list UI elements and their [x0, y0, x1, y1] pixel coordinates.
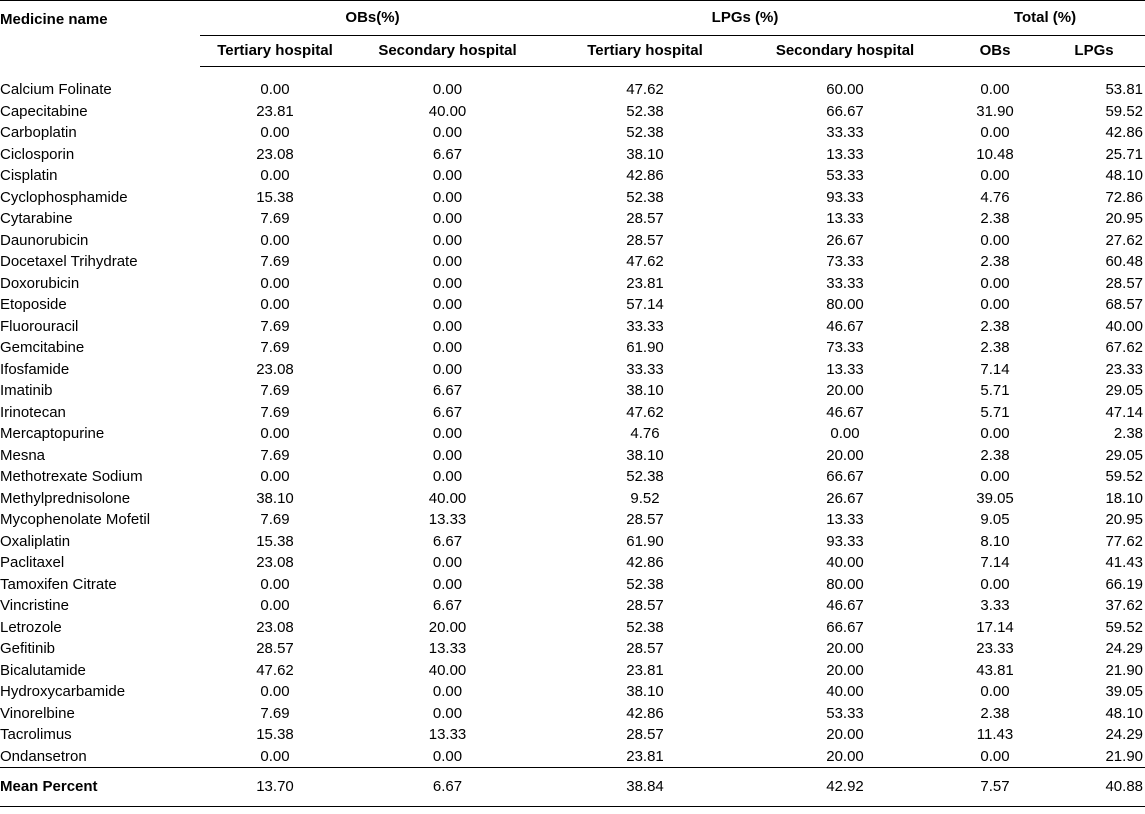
lpgs-secondary-cell: 73.33 — [826, 253, 864, 270]
table-row — [0, 273, 1145, 295]
table-row — [0, 144, 1145, 166]
obs-secondary-cell: 0.00 — [432, 446, 463, 464]
table-row — [0, 746, 1145, 768]
obs-tertiary-cell: 7.69 — [260, 339, 290, 356]
table-row — [0, 230, 1145, 252]
lpgs-tertiary-cell: 23.81 — [626, 274, 664, 292]
medicine-name-cell: Irinotecan — [0, 403, 66, 421]
total-lpgs-cell: 20.95 — [1105, 511, 1144, 528]
total-lpgs-cell: 27.62 — [1105, 231, 1144, 249]
obs-tertiary-cell: 28.57 — [256, 640, 294, 657]
table-row — [0, 337, 1145, 359]
obs-secondary-cell: 0.00 — [432, 683, 463, 700]
obs-secondary-cell: 0.00 — [432, 188, 463, 206]
total-obs-cell: 0.00 — [980, 274, 1010, 292]
obs-tertiary-cell: 0.00 — [260, 296, 290, 313]
lpgs-tertiary-cell: 28.57 — [626, 597, 664, 614]
footer-label: Mean Percent — [0, 768, 200, 807]
lpgs-tertiary-cell: 52.38 — [626, 124, 664, 141]
obs-tertiary-cell: 7.69 — [260, 403, 290, 421]
total-obs-cell: 9.05 — [980, 511, 1010, 528]
header-sub-obs-secondary: Secondary hospital — [350, 36, 545, 67]
obs-tertiary-cell: 38.10 — [256, 489, 294, 507]
total-lpgs-cell: 37.62 — [1105, 597, 1144, 614]
lpgs-tertiary-cell: 52.38 — [626, 102, 664, 120]
obs-tertiary-cell: 0.00 — [260, 597, 290, 614]
lpgs-secondary-cell: 20.00 — [826, 640, 864, 657]
medicine-name-cell: Ciclosporin — [0, 145, 75, 163]
medicine-name-cell: Gemcitabine — [0, 339, 85, 356]
total-obs-cell: 0.00 — [980, 468, 1010, 485]
obs-tertiary-cell: 0.00 — [260, 683, 290, 700]
obs-secondary-cell: 0.00 — [432, 360, 463, 378]
medicine-name-cell: Imatinib — [0, 382, 53, 399]
table-row — [0, 466, 1145, 488]
header-group-lpgs: LPGs (%) — [545, 1, 945, 36]
table-row — [0, 595, 1145, 617]
total-obs-cell: 2.38 — [980, 317, 1010, 335]
lpgs-secondary-cell: 93.33 — [826, 188, 864, 206]
total-obs-cell: 2.38 — [980, 446, 1010, 464]
lpgs-secondary-cell: 60.00 — [826, 81, 864, 98]
obs-secondary-cell: 40.00 — [428, 102, 467, 120]
lpgs-secondary-cell: 46.67 — [826, 317, 864, 335]
lpgs-tertiary-cell: 28.57 — [626, 210, 664, 227]
lpgs-tertiary-cell: 47.62 — [626, 253, 664, 270]
total-lpgs-cell: 40.00 — [1105, 317, 1144, 335]
total-obs-cell: 0.00 — [980, 167, 1010, 184]
table-row — [0, 294, 1145, 316]
lpgs-secondary-cell: 33.33 — [826, 274, 864, 292]
obs-tertiary-cell: 47.62 — [256, 661, 294, 679]
table-row — [0, 316, 1145, 338]
obs-tertiary-cell: 7.69 — [260, 446, 290, 464]
table-row — [0, 660, 1145, 682]
lpgs-tertiary-cell: 28.57 — [626, 640, 664, 657]
medicine-name-cell: Docetaxel Trihydrate — [0, 253, 138, 270]
lpgs-tertiary-cell: 33.33 — [626, 360, 664, 378]
table-row — [0, 552, 1145, 574]
obs-tertiary-cell: 15.38 — [256, 188, 294, 206]
footer-total-lpgs: 40.88 — [1045, 768, 1145, 807]
lpgs-secondary-cell: 26.67 — [826, 489, 864, 507]
obs-secondary-cell: 6.67 — [432, 403, 463, 421]
medicine-name-cell: Calcium Folinate — [0, 81, 112, 98]
medicine-name-cell: Etoposide — [0, 296, 67, 313]
mean-percent-row — [0, 768, 1145, 807]
lpgs-secondary-cell: 46.67 — [826, 403, 864, 421]
total-lpgs-cell: 77.62 — [1105, 532, 1144, 550]
obs-secondary-cell: 13.33 — [428, 726, 467, 743]
lpgs-tertiary-cell: 52.38 — [626, 468, 664, 485]
lpgs-secondary-cell: 40.00 — [826, 683, 864, 700]
lpgs-tertiary-cell: 28.57 — [626, 231, 664, 249]
lpgs-tertiary-cell: 23.81 — [626, 747, 664, 765]
total-obs-cell: 2.38 — [980, 210, 1010, 227]
lpgs-secondary-cell: 20.00 — [826, 382, 864, 399]
total-obs-cell: 31.90 — [976, 102, 1014, 120]
medicine-name-cell: Methylprednisolone — [0, 489, 131, 507]
header-sub-lpgs-secondary: Secondary hospital — [745, 36, 945, 67]
obs-secondary-cell: 0.00 — [432, 274, 463, 292]
obs-tertiary-cell: 7.69 — [260, 317, 290, 335]
header-sub-total-lpgs: LPGs — [1045, 36, 1145, 67]
obs-tertiary-cell: 23.81 — [256, 102, 294, 120]
obs-secondary-cell: 40.00 — [428, 661, 467, 679]
total-lpgs-cell: 21.90 — [1105, 747, 1144, 765]
medicine-name-cell: Methotrexate Sodium — [0, 468, 143, 485]
lpgs-secondary-cell: 66.67 — [826, 618, 864, 636]
obs-secondary-cell: 0.00 — [432, 317, 463, 335]
total-obs-cell: 0.00 — [980, 81, 1010, 98]
lpgs-secondary-cell: 20.00 — [826, 661, 864, 679]
footer-total-obs: 7.57 — [945, 768, 1045, 807]
obs-tertiary-cell: 23.08 — [256, 618, 294, 636]
total-obs-cell: 5.71 — [980, 403, 1010, 421]
lpgs-tertiary-cell: 4.76 — [630, 425, 660, 442]
obs-tertiary-cell: 0.00 — [260, 167, 290, 184]
total-obs-cell: 39.05 — [976, 489, 1014, 507]
spacer-row — [0, 67, 1145, 80]
total-lpgs-cell: 2.38 — [1113, 425, 1144, 442]
lpgs-tertiary-cell: 61.90 — [626, 339, 664, 356]
lpgs-secondary-cell: 20.00 — [826, 747, 864, 765]
total-obs-cell: 11.43 — [976, 726, 1014, 743]
medicine-name-cell: Paclitaxel — [0, 554, 65, 571]
medicine-name-cell: Vinorelbine — [0, 704, 75, 722]
total-lpgs-cell: 39.05 — [1105, 683, 1144, 700]
medicine-name-cell: Tamoxifen Citrate — [0, 575, 117, 593]
lpgs-secondary-cell: 13.33 — [826, 145, 864, 163]
obs-tertiary-cell: 0.00 — [260, 124, 290, 141]
lpgs-tertiary-cell: 38.10 — [626, 683, 664, 700]
total-lpgs-cell: 67.62 — [1105, 339, 1144, 356]
medicine-name-cell: Doxorubicin — [0, 274, 80, 292]
total-obs-cell: 10.48 — [976, 145, 1014, 163]
table-row — [0, 703, 1145, 725]
lpgs-secondary-cell: 93.33 — [826, 532, 864, 550]
lpgs-tertiary-cell: 38.10 — [626, 382, 664, 399]
obs-tertiary-cell: 0.00 — [260, 231, 290, 249]
medicine-name-cell: Tacrolimus — [0, 726, 72, 743]
total-lpgs-cell: 53.81 — [1105, 81, 1144, 98]
obs-secondary-cell: 6.67 — [432, 532, 463, 550]
lpgs-tertiary-cell: 38.10 — [626, 145, 664, 163]
total-lpgs-cell: 18.10 — [1105, 489, 1144, 507]
table-row — [0, 724, 1145, 746]
lpgs-secondary-cell: 66.67 — [826, 468, 864, 485]
obs-tertiary-cell: 0.00 — [260, 575, 290, 593]
lpgs-secondary-cell: 20.00 — [826, 726, 864, 743]
total-obs-cell: 17.14 — [976, 618, 1014, 636]
total-obs-cell: 8.10 — [980, 532, 1010, 550]
total-obs-cell: 0.00 — [980, 747, 1010, 765]
lpgs-tertiary-cell: 57.14 — [626, 296, 664, 313]
medicine-name-cell: Vincristine — [0, 597, 69, 614]
lpgs-tertiary-cell: 47.62 — [626, 81, 664, 98]
table-row — [0, 79, 1145, 101]
table-row — [0, 488, 1145, 510]
lpgs-tertiary-cell: 9.52 — [630, 489, 660, 507]
total-obs-cell: 5.71 — [980, 382, 1010, 399]
obs-secondary-cell: 0.00 — [432, 253, 463, 270]
obs-secondary-cell: 0.00 — [432, 425, 463, 442]
total-lpgs-cell: 23.33 — [1105, 360, 1144, 378]
obs-secondary-cell: 0.00 — [432, 81, 463, 98]
obs-tertiary-cell: 0.00 — [260, 425, 290, 442]
medicine-name-cell: Cyclophosphamide — [0, 188, 128, 206]
obs-tertiary-cell: 15.38 — [256, 532, 294, 550]
medicine-name-cell: Mesna — [0, 446, 46, 464]
obs-secondary-cell: 0.00 — [432, 167, 463, 184]
lpgs-secondary-cell: 53.33 — [826, 704, 864, 722]
lpgs-secondary-cell: 40.00 — [826, 554, 864, 571]
total-lpgs-cell: 25.71 — [1105, 145, 1144, 163]
total-lpgs-cell: 24.29 — [1105, 726, 1144, 743]
footer-lpgs-secondary: 42.92 — [745, 768, 945, 807]
total-obs-cell: 0.00 — [980, 296, 1010, 313]
table-row — [0, 187, 1145, 209]
total-obs-cell: 23.33 — [976, 640, 1014, 657]
table-row — [0, 681, 1145, 703]
obs-secondary-cell: 13.33 — [428, 640, 467, 657]
total-lpgs-cell: 42.86 — [1105, 124, 1144, 141]
obs-tertiary-cell: 7.69 — [260, 253, 290, 270]
table-row — [0, 359, 1145, 381]
lpgs-tertiary-cell: 42.86 — [626, 167, 664, 184]
table-row — [0, 617, 1145, 639]
obs-secondary-cell: 0.00 — [432, 339, 463, 356]
total-obs-cell: 0.00 — [980, 425, 1010, 442]
obs-secondary-cell: 6.67 — [432, 597, 463, 614]
medicine-name-cell: Carboplatin — [0, 124, 77, 141]
obs-tertiary-cell: 23.08 — [256, 360, 294, 378]
obs-secondary-cell: 0.00 — [432, 296, 463, 313]
medicine-name-cell: Fluorouracil — [0, 317, 79, 335]
lpgs-tertiary-cell: 52.38 — [626, 618, 664, 636]
lpgs-tertiary-cell: 52.38 — [626, 575, 664, 593]
obs-secondary-cell: 20.00 — [428, 618, 467, 636]
footer-lpgs-tertiary: 38.84 — [545, 768, 745, 807]
lpgs-secondary-cell: 66.67 — [826, 102, 864, 120]
total-lpgs-cell: 60.48 — [1105, 253, 1144, 270]
table-row — [0, 165, 1145, 187]
obs-tertiary-cell: 7.69 — [260, 210, 290, 227]
lpgs-tertiary-cell: 28.57 — [626, 511, 664, 528]
lpgs-secondary-cell: 0.00 — [830, 425, 860, 442]
header-sub-obs-tertiary: Tertiary hospital — [200, 36, 350, 67]
obs-secondary-cell: 0.00 — [432, 124, 463, 141]
obs-tertiary-cell: 7.69 — [260, 704, 290, 722]
obs-secondary-cell: 40.00 — [428, 489, 467, 507]
obs-tertiary-cell: 23.08 — [256, 145, 294, 163]
total-lpgs-cell: 48.10 — [1105, 167, 1144, 184]
total-obs-cell: 7.14 — [980, 360, 1010, 378]
footer-obs-tertiary: 13.70 — [200, 768, 350, 807]
lpgs-secondary-cell: 13.33 — [826, 511, 864, 528]
total-lpgs-cell: 29.05 — [1105, 446, 1144, 464]
total-lpgs-cell: 72.86 — [1105, 188, 1144, 206]
medicine-name-cell: Oxaliplatin — [0, 532, 71, 550]
total-lpgs-cell: 28.57 — [1105, 274, 1144, 292]
lpgs-tertiary-cell: 52.38 — [626, 188, 664, 206]
obs-secondary-cell: 0.00 — [432, 554, 463, 571]
lpgs-secondary-cell: 46.67 — [826, 597, 864, 614]
lpgs-secondary-cell: 80.00 — [826, 296, 864, 313]
table-row — [0, 445, 1145, 467]
total-obs-cell: 7.14 — [980, 554, 1010, 571]
total-lpgs-cell: 48.10 — [1105, 704, 1144, 722]
lpgs-secondary-cell: 33.33 — [826, 124, 864, 141]
table-row — [0, 402, 1145, 424]
obs-secondary-cell: 0.00 — [432, 210, 463, 227]
obs-secondary-cell: 0.00 — [432, 231, 463, 249]
obs-secondary-cell: 6.67 — [432, 382, 463, 399]
medicine-name-cell: Cisplatin — [0, 167, 58, 184]
medicine-name-cell: Capecitabine — [0, 102, 88, 120]
lpgs-tertiary-cell: 42.86 — [626, 704, 664, 722]
total-lpgs-cell: 20.95 — [1105, 210, 1144, 227]
total-obs-cell: 2.38 — [980, 339, 1010, 356]
lpgs-secondary-cell: 73.33 — [826, 339, 864, 356]
total-lpgs-cell: 59.52 — [1105, 618, 1144, 636]
lpgs-secondary-cell: 13.33 — [826, 210, 864, 227]
lpgs-secondary-cell: 26.67 — [826, 231, 864, 249]
total-obs-cell: 0.00 — [980, 231, 1010, 249]
lpgs-tertiary-cell: 42.86 — [626, 554, 664, 571]
header-sub-total-obs: OBs — [945, 36, 1045, 67]
obs-tertiary-cell: 0.00 — [260, 274, 290, 292]
lpgs-secondary-cell: 20.00 — [826, 446, 864, 464]
total-lpgs-cell: 47.14 — [1105, 403, 1144, 421]
medicine-name-cell: Cytarabine — [0, 210, 73, 227]
obs-secondary-cell: 0.00 — [432, 747, 463, 765]
medicine-name-cell: Letrozole — [0, 618, 62, 636]
table-row — [0, 531, 1145, 553]
lpgs-tertiary-cell: 38.10 — [626, 446, 664, 464]
obs-secondary-cell: 0.00 — [432, 704, 463, 722]
total-obs-cell: 43.81 — [976, 661, 1014, 679]
total-lpgs-cell: 68.57 — [1105, 296, 1144, 313]
total-obs-cell: 2.38 — [980, 253, 1010, 270]
lpgs-secondary-cell: 13.33 — [826, 360, 864, 378]
medicine-name-cell: Ondansetron — [0, 747, 87, 765]
obs-tertiary-cell: 7.69 — [260, 382, 290, 399]
total-lpgs-cell: 29.05 — [1105, 382, 1144, 399]
obs-tertiary-cell: 0.00 — [260, 747, 290, 765]
medicine-name-cell: Ifosfamide — [0, 360, 70, 378]
lpgs-secondary-cell: 53.33 — [826, 167, 864, 184]
medicine-name-cell: Mercaptopurine — [0, 425, 105, 442]
header-group-obs: OBs(%) — [200, 1, 545, 36]
obs-tertiary-cell: 23.08 — [256, 554, 294, 571]
table-row — [0, 122, 1145, 144]
medicine-name-cell: Mycophenolate Mofetil — [0, 511, 151, 528]
obs-tertiary-cell: 15.38 — [256, 726, 294, 743]
lpgs-secondary-cell: 80.00 — [826, 575, 864, 593]
lpgs-tertiary-cell: 47.62 — [626, 403, 664, 421]
lpgs-tertiary-cell: 23.81 — [626, 661, 664, 679]
total-lpgs-cell: 59.52 — [1105, 102, 1144, 120]
table-row — [0, 101, 1145, 123]
header-medicine-name: Medicine name — [0, 1, 200, 67]
lpgs-tertiary-cell: 61.90 — [626, 532, 664, 550]
obs-secondary-cell: 13.33 — [428, 511, 467, 528]
lpgs-tertiary-cell: 33.33 — [626, 317, 664, 335]
medicine-name-cell: Hydroxycarbamide — [0, 683, 126, 700]
header-sub-lpgs-tertiary: Tertiary hospital — [545, 36, 745, 67]
medicine-name-cell: Daunorubicin — [0, 231, 89, 249]
table-row — [0, 509, 1145, 531]
footer-obs-secondary: 6.67 — [350, 768, 545, 807]
table-row — [0, 380, 1145, 402]
total-obs-cell: 0.00 — [980, 683, 1010, 700]
table-row — [0, 423, 1145, 445]
table-row — [0, 208, 1145, 230]
total-lpgs-cell: 24.29 — [1105, 640, 1144, 657]
total-obs-cell: 0.00 — [980, 575, 1010, 593]
header-group-total: Total (%) — [945, 1, 1145, 36]
obs-tertiary-cell: 7.69 — [260, 511, 290, 528]
total-lpgs-cell: 21.90 — [1105, 661, 1144, 679]
table-row — [0, 574, 1145, 596]
total-lpgs-cell: 66.19 — [1105, 575, 1144, 593]
total-lpgs-cell: 41.43 — [1105, 554, 1144, 571]
total-obs-cell: 3.33 — [980, 597, 1010, 614]
total-obs-cell: 0.00 — [980, 124, 1010, 141]
lpgs-tertiary-cell: 28.57 — [626, 726, 664, 743]
total-obs-cell: 4.76 — [980, 188, 1010, 206]
table-row — [0, 251, 1145, 273]
medicine-name-cell: Bicalutamide — [0, 661, 86, 679]
obs-secondary-cell: 0.00 — [432, 468, 463, 485]
table-body — [0, 67, 1145, 768]
obs-tertiary-cell: 0.00 — [260, 468, 290, 485]
obs-secondary-cell: 6.67 — [432, 145, 463, 163]
total-obs-cell: 2.38 — [980, 704, 1010, 722]
total-lpgs-cell: 59.52 — [1105, 468, 1144, 485]
obs-secondary-cell: 0.00 — [432, 575, 463, 593]
medicine-name-cell: Gefitinib — [0, 640, 56, 657]
obs-tertiary-cell: 0.00 — [260, 81, 290, 98]
table-row — [0, 638, 1145, 660]
